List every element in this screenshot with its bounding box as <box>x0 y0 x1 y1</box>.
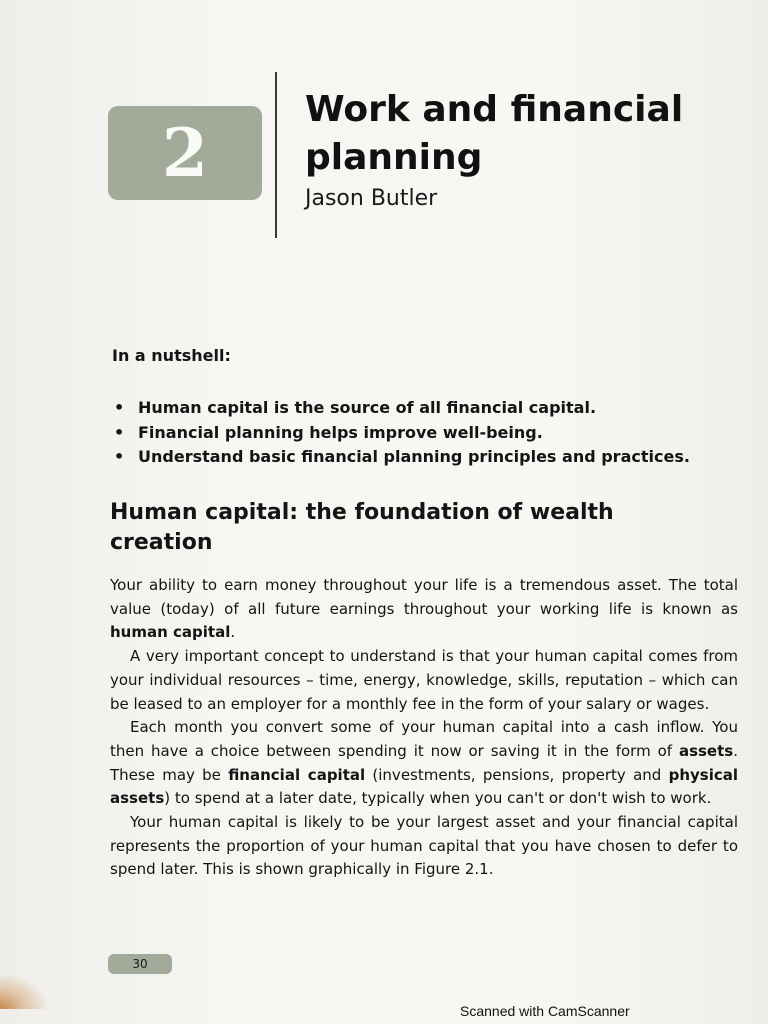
chapter-author: Jason Butler <box>305 186 438 211</box>
page-number: 30 <box>132 957 148 971</box>
nutshell-item-text: Financial planning helps improve well-being. <box>138 422 543 442</box>
chapter-number: 2 <box>162 114 208 192</box>
term-financial-capital: financial capital <box>228 765 366 784</box>
paragraph-1-end: . <box>230 623 236 642</box>
chapter-number-badge <box>108 106 262 200</box>
title-divider <box>275 72 277 238</box>
paragraph-1-text: Your ability to earn money throughout your life is a tremendous asset. The total value (today) of all future earnings throughout your working life is known as <box>110 576 738 618</box>
paragraph-3 <box>110 716 738 811</box>
nutshell-heading: In a nutshell: <box>112 346 231 365</box>
paragraph-2: A very important concept to understand is that your human capital comes from your individual resources – time, energy, knowledge, skills, reputation – which can be leased to an employer for a monthly fee in the form of your salary or wages. <box>110 647 738 713</box>
page-number-badge <box>108 954 172 974</box>
scanner-watermark: Scanned with CamScanner <box>460 1003 630 1019</box>
bullet-icon: • <box>114 398 125 417</box>
nutshell-item-text: Human capital is the source of all financial capital. <box>138 398 597 417</box>
bullet-icon: • <box>114 422 125 442</box>
paragraph-1 <box>110 574 738 645</box>
paragraph-3-text-a: Each month you convert some of your human capital into a cash inflow. You then have a choice between spending it now or saving it in the form of <box>110 718 738 760</box>
term-physical-assets: physical assets <box>110 765 738 808</box>
body-text <box>110 574 738 882</box>
nutshell-item <box>112 421 752 446</box>
bullet-icon: • <box>114 447 125 466</box>
nutshell-item <box>112 396 752 421</box>
chapter-title: Work and financial planning <box>305 89 684 178</box>
nutshell-item-text: Understand basic financial planning principles and practices. <box>138 447 690 466</box>
term-assets: assets <box>678 741 734 760</box>
paragraph-3-text-c: . These may be <box>110 741 738 784</box>
nutshell-list <box>112 396 752 470</box>
nutshell-item <box>112 445 752 470</box>
section-heading: Human capital: the foundation of wealth creation <box>110 500 614 555</box>
scan-edge-shadow <box>0 975 46 1009</box>
paragraph-3-text-g: ) to spend at a later date, typically when you can't or don't wish to work. <box>164 789 712 808</box>
term-human-capital: human capital <box>110 623 231 642</box>
paragraph-3-text-e: (investments, pensions, property and <box>365 765 669 784</box>
paragraph-4: Your human capital is likely to be your largest asset and your financial capital represents the proportion of your human capital that you have chosen to defer to spend later. This is shown graphically in Figure 2.1. <box>110 813 738 879</box>
